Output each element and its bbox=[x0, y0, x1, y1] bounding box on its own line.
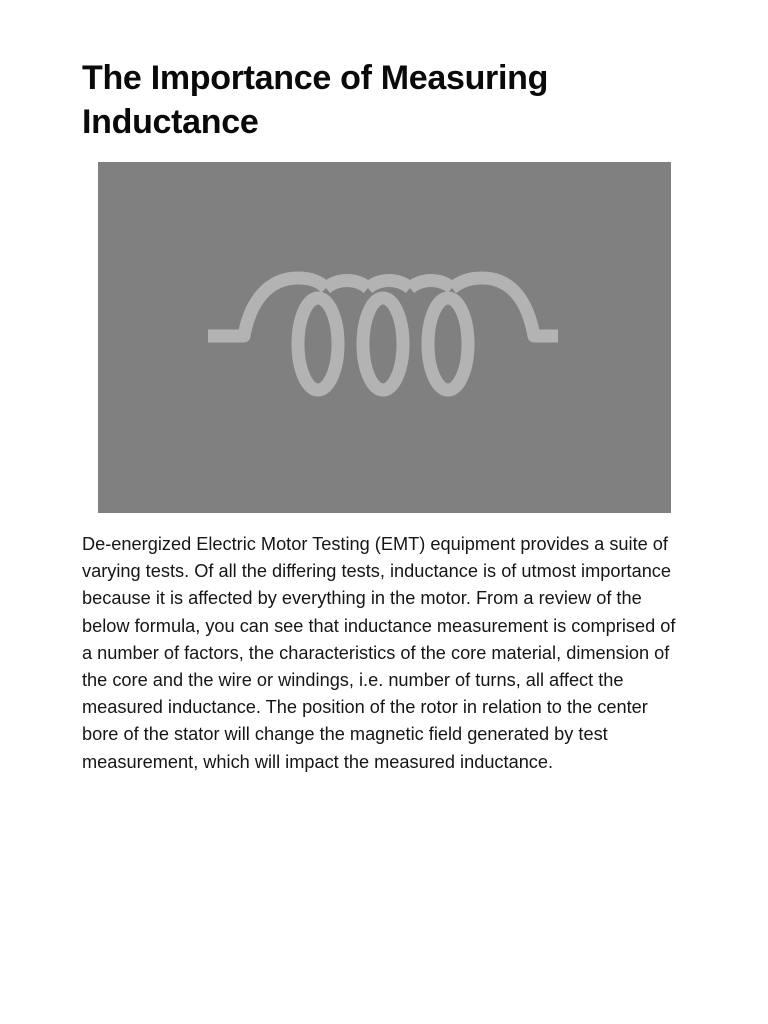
inductor-coil-icon bbox=[98, 162, 671, 513]
page-title: The Importance of Measuring Inductance bbox=[82, 59, 549, 141]
article-paragraph: De-energized Electric Motor Testing (EMT) equipment provides a suite of varying tests. Of all the differing tests, inductance is of utmost importance because it is affected by everything in the motor. From a review of the below formula, you can see that inductance measurement is comprised of a number of factors, the characteristics of the core material, dimension of the core and the wire or windings, i.e. number of turns, all affect the measured inductance. The position of the rotor in relation to the center bore of the stator will change the magnetic field generated by test measurement, which will impact the measured inductance. bbox=[82, 534, 676, 772]
article-figure bbox=[98, 162, 671, 513]
article-header bbox=[82, 56, 682, 144]
